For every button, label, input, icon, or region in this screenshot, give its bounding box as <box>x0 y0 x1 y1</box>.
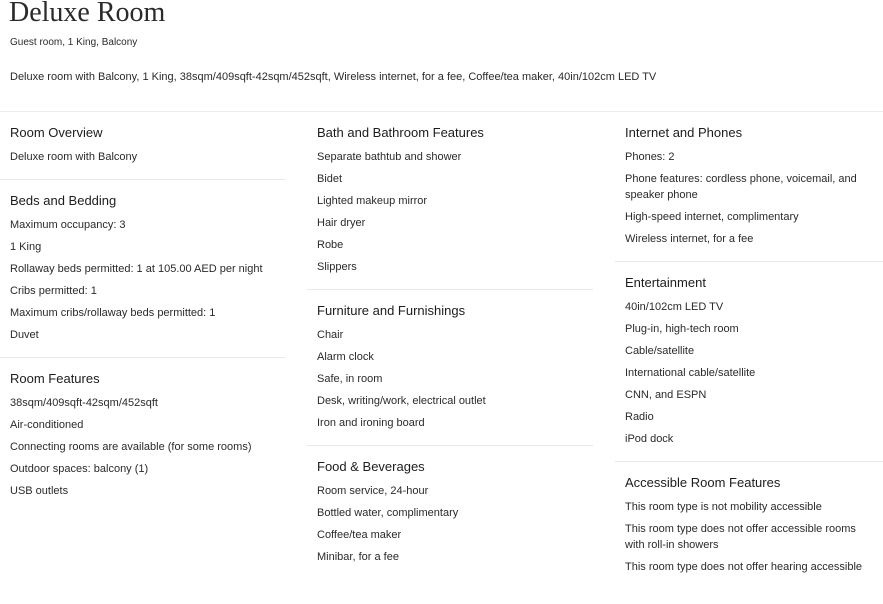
feature-item: 1 King <box>10 241 42 253</box>
section-heading: Accessible Room Features <box>625 475 781 490</box>
room-title: Deluxe Room <box>9 0 166 28</box>
feature-item: Minibar, for a fee <box>317 551 399 563</box>
feature-list <box>625 499 875 589</box>
feature-item: Hair dryer <box>317 217 366 229</box>
section-room-overview <box>0 112 285 180</box>
feature-list <box>10 217 277 357</box>
details-column-1 <box>0 112 285 513</box>
feature-item: This room type does not offer accessible rooms with roll-in showers <box>625 523 856 551</box>
feature-item: Safe, in room <box>317 373 383 385</box>
feature-list <box>317 327 585 445</box>
section-entertainment <box>615 262 883 462</box>
feature-item: 40in/102cm LED TV <box>625 301 724 313</box>
feature-item: Separate bathtub and shower <box>317 151 462 163</box>
feature-item: Rollaway beds permitted: 1 at 105.00 AED per night <box>10 263 263 275</box>
feature-item: Slippers <box>317 261 357 273</box>
room-subtitle: Guest room, 1 King, Balcony <box>10 37 138 48</box>
feature-item: Phones: 2 <box>625 151 675 163</box>
feature-item: Deluxe room with Balcony <box>10 151 138 163</box>
feature-item: Robe <box>317 239 344 251</box>
section-heading: Bath and Bathroom Features <box>317 125 484 140</box>
feature-item: Lighted makeup mirror <box>317 195 428 207</box>
section-heading: Entertainment <box>625 275 706 290</box>
feature-item: Phone features: cordless phone, voicemail, and speaker phone <box>625 173 857 201</box>
feature-item: Alarm clock <box>317 351 374 363</box>
section-internet-and-phones <box>615 112 883 262</box>
feature-item: USB outlets <box>10 485 69 497</box>
feature-list <box>317 483 585 579</box>
feature-item: CNN, and ESPN <box>625 389 707 401</box>
section-furniture-and-furnishings <box>307 290 593 446</box>
feature-item: Desk, writing/work, electrical outlet <box>317 395 486 407</box>
feature-item: This room type is not mobility accessible <box>625 501 822 513</box>
section-heading: Furniture and Furnishings <box>317 303 466 318</box>
feature-item: Cable/satellite <box>625 345 695 357</box>
section-heading: Room Features <box>10 371 100 386</box>
section-heading: Room Overview <box>10 125 103 140</box>
feature-item: Bidet <box>317 173 343 185</box>
feature-item: Duvet <box>10 329 39 341</box>
feature-item: Room service, 24-hour <box>317 485 429 497</box>
feature-item: Iron and ironing board <box>317 417 425 429</box>
section-heading: Internet and Phones <box>625 125 743 140</box>
feature-item: Radio <box>625 411 654 423</box>
feature-list <box>625 149 875 261</box>
feature-item: Coffee/tea maker <box>317 529 402 541</box>
feature-item: Chair <box>317 329 344 341</box>
feature-item: Wireless internet, for a fee <box>625 233 754 245</box>
section-beds-and-bedding <box>0 180 285 358</box>
feature-list <box>10 149 277 179</box>
section-heading: Beds and Bedding <box>10 193 117 208</box>
feature-list <box>317 149 585 289</box>
feature-item: Connecting rooms are available (for some rooms) <box>10 441 252 453</box>
room-summary: Deluxe room with Balcony, 1 King, 38sqm/409sqft-42sqm/452sqft, Wireless internet, for a fee, Coffee/tea maker, 40in/102cm LED TV <box>10 71 657 83</box>
feature-item: This room type does not offer hearing accessible <box>625 561 863 573</box>
feature-item: Air-conditioned <box>10 419 84 431</box>
feature-item: International cable/satellite <box>625 367 756 379</box>
feature-item: Outdoor spaces: balcony (1) <box>10 463 149 475</box>
section-bath-and-bathroom-features <box>307 112 593 290</box>
feature-item: Cribs permitted: 1 <box>10 285 97 297</box>
details-column-3 <box>615 112 883 589</box>
section-heading: Food & Beverages <box>317 459 425 474</box>
feature-item: Maximum occupancy: 3 <box>10 219 126 231</box>
section-room-features <box>0 358 285 513</box>
feature-list <box>625 299 875 461</box>
feature-list <box>10 395 277 513</box>
feature-item: iPod dock <box>625 433 674 445</box>
feature-item: High-speed internet, complimentary <box>625 211 799 223</box>
feature-item: Plug-in, high-tech room <box>625 323 739 335</box>
section-food-and-beverages <box>307 446 593 579</box>
details-column-2 <box>307 112 593 579</box>
feature-item: Bottled water, complimentary <box>317 507 459 519</box>
feature-item: Maximum cribs/rollaway beds permitted: 1 <box>10 307 216 319</box>
section-accessible-room-features <box>615 462 883 589</box>
feature-item: 38sqm/409sqft-42sqm/452sqft <box>10 397 158 409</box>
